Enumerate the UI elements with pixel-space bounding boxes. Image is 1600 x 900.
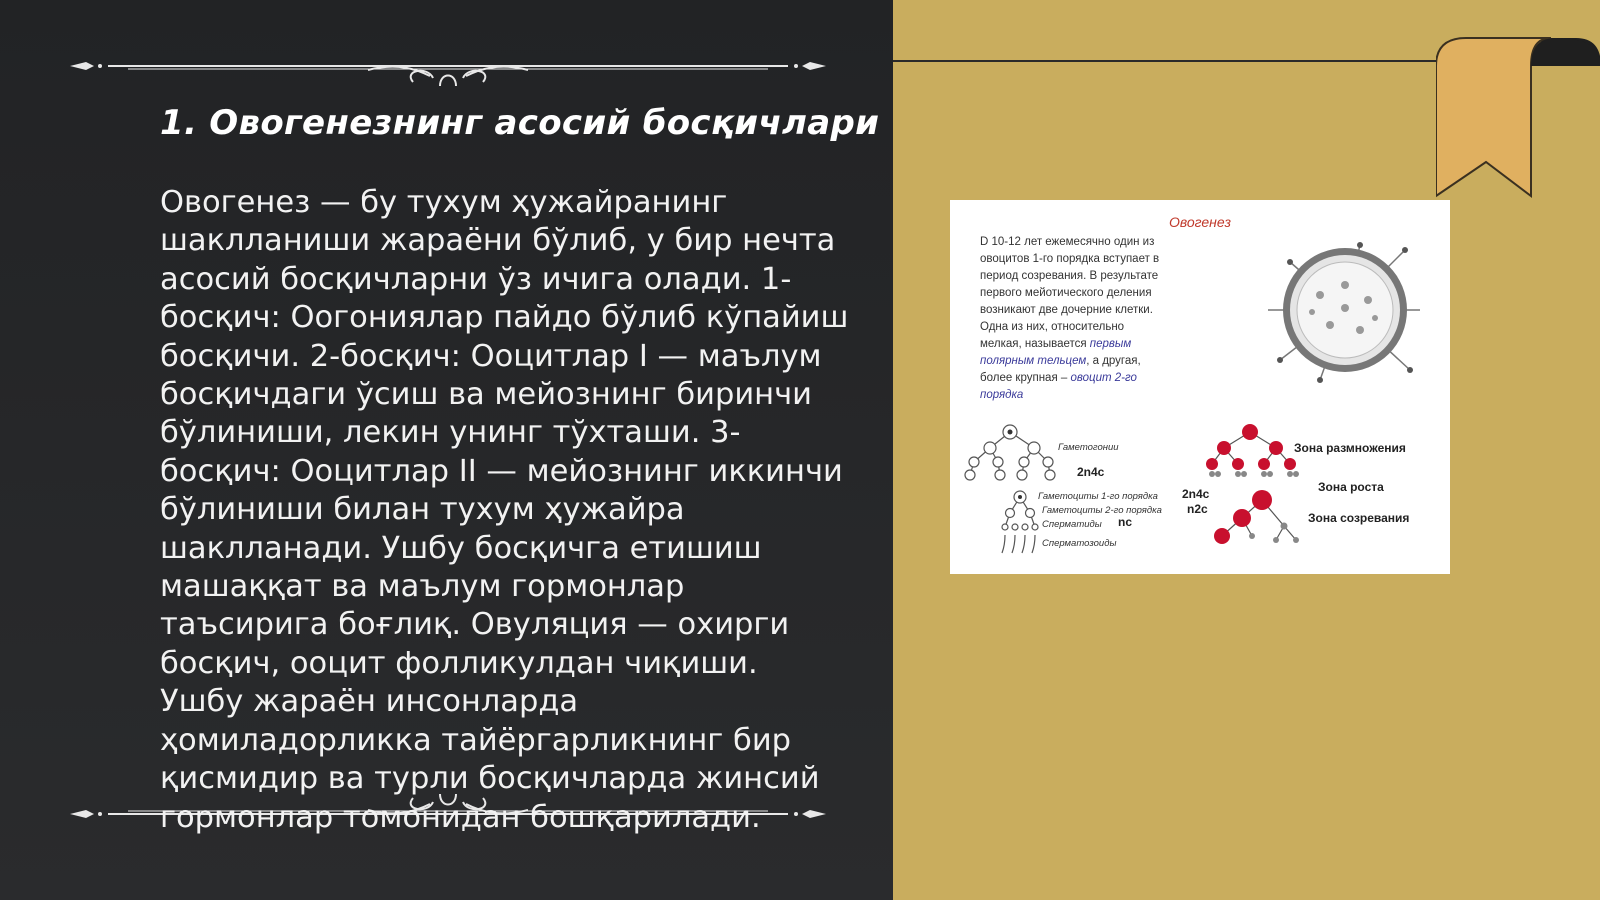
- figure-para-term: овоцит 2-го: [1070, 372, 1137, 384]
- top-ornament: [68, 46, 828, 86]
- figure-para-term: порядка: [980, 389, 1024, 401]
- label-spermatozoa: Сперматозоиды: [1042, 538, 1117, 549]
- zone-reproduction-label: Зона размножения: [1294, 441, 1406, 455]
- figure-para-term: полярным тельцем: [980, 355, 1087, 367]
- figure-para-term: первым: [1089, 338, 1132, 350]
- figure-para-line: Одна из них, относительно: [980, 321, 1125, 333]
- formula-nc: nc: [1118, 515, 1133, 529]
- svg-text:мелкая, называется первым: [980, 338, 1131, 350]
- figure-para-line: мелкая, называется: [980, 338, 1090, 350]
- bookmark-ribbon-icon: [1436, 36, 1600, 201]
- label-gametocytes-2: Гаметоциты 2-го порядка: [1042, 505, 1162, 516]
- egg-cell-illustration: [1268, 242, 1420, 383]
- figure-para-line: D 10-12 лет ежемесячно один из: [980, 236, 1155, 248]
- oogenesis-tree: [1206, 424, 1409, 544]
- svg-text:полярным тельцем, а другая,: [980, 355, 1141, 367]
- zone-maturation-label: Зона созревания: [1308, 511, 1410, 525]
- figure-para-line: овоцитов 1-го порядка вступает в: [980, 253, 1160, 265]
- label-spermatids: Сперматиды: [1042, 519, 1102, 530]
- figure-para-line: более крупная –: [980, 372, 1071, 384]
- formula-2n4c: 2n4c: [1077, 465, 1105, 479]
- divider-line: [893, 60, 1438, 62]
- slide-body-text: Овогенез — бу тухум ҳужайранинг шаклланиши жараёни бўлиб, у бир нечта асосий босқичларни ўз ичига олади. 1-босқич: Оогониялар пайдо бўлиб кўпайиш босқичи. 2-босқич: Ооцитлар I — маълум босқичдаги ўсиш ва мейознинг биринчи бўлиниши, лекин унинг тўхташи. 3-босқич: Ооцитлар II — мейознинг иккинчи бўлиниши билан тухум ҳужайра шаклланади. Ушбу босқичга етишиш машаққат ва маълум гормонлар таъсирига боғлиқ. Овуляция — охирги босқич, ооцит фолликулдан чиқиши. Ушбу жараён инсонларда ҳомиладорликка тайёргарликнинг бир қисмидир ва турли босқичларда жинсий гормонлар томонидан бошқарилади.: [160, 185, 849, 835]
- slide-title: 1. Овогенезнинг асосий босқичлари: [160, 103, 880, 143]
- figure-para-line: период созревания. В результате: [980, 270, 1159, 282]
- oogenesis-figure: [950, 200, 1450, 574]
- label-gametocytes-1: Гаметоциты 1-го порядка: [1038, 491, 1158, 502]
- figure-para-line: первого мейотического деления: [980, 287, 1152, 299]
- figure-heading: Овогенез: [1168, 214, 1232, 230]
- figure-para-line: возникают две дочерние клетки.: [980, 304, 1153, 316]
- label-gametogonia: Гаметогонии: [1058, 442, 1119, 453]
- svg-text:более крупная – овоцит 2-го: [980, 372, 1138, 384]
- spermatogenesis-tree: [965, 425, 1210, 553]
- formula-n2c: n2c: [1187, 502, 1208, 516]
- zone-growth-label: Зона роста: [1318, 480, 1384, 494]
- formula-2n4c-b: 2n4c: [1182, 487, 1210, 501]
- figure-para-line: , а другая,: [1086, 355, 1141, 367]
